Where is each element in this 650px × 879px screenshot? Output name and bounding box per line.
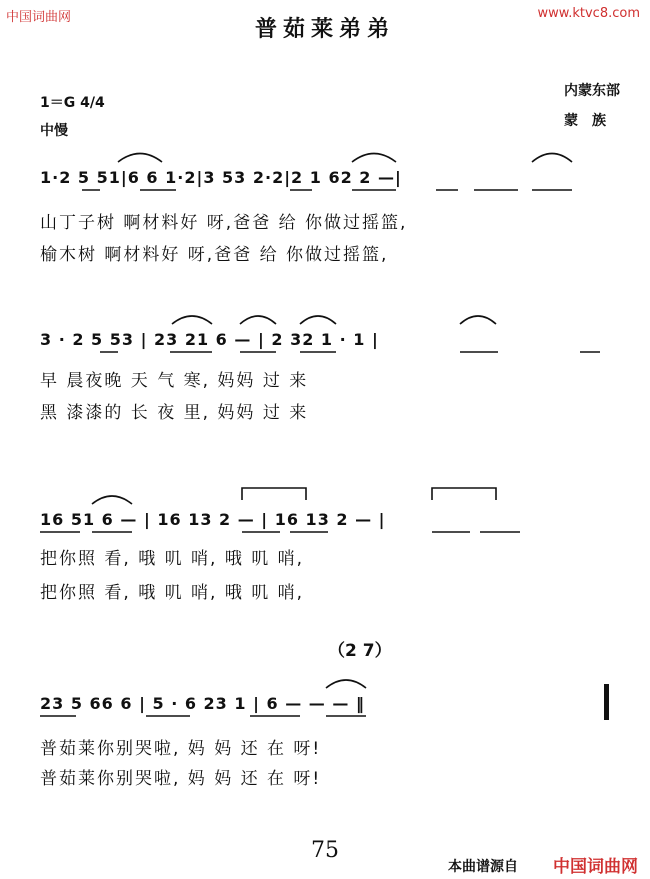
score-row-2-notes: 3 · 2 5 53 | 23 21 6 — | 2 32 1 · 1 | bbox=[40, 330, 379, 349]
tempo-marking: 中慢 bbox=[40, 123, 68, 139]
score-row-1-notes: 1·2 5 51|6 6 1·2|3 53 2·2|2 1 62 2 —| bbox=[40, 168, 402, 187]
slur-mark bbox=[432, 488, 496, 500]
slur-mark bbox=[532, 154, 572, 163]
origin-ethnicity: 蒙族 bbox=[564, 113, 620, 129]
score-row-1-lyric-verse1: 山丁子树 啊材料好 呀,爸爸 给 你做过摇篮, bbox=[40, 213, 408, 233]
final-barline bbox=[604, 684, 609, 720]
song-title: 普茹莱弟弟 bbox=[254, 17, 395, 42]
score-row-4-parenthetical: （2 7） bbox=[328, 641, 392, 661]
watermark-left: 中国词曲网 bbox=[6, 10, 72, 25]
score-row-2-lyric-verse1: 早 晨夜晚 天 气 寒, 妈妈 过 来 bbox=[40, 371, 309, 391]
watermark-right: www.ktvc8.com bbox=[537, 6, 640, 21]
key-signature: 1＝G 4/4 bbox=[40, 95, 105, 111]
slur-mark bbox=[460, 316, 496, 324]
score-row-4-lyric-verse2: 普茹莱你别哭啦, 妈 妈 还 在 呀! bbox=[40, 769, 322, 789]
origin-region: 内蒙东部 bbox=[564, 83, 620, 99]
score-row-2-lyric-verse2: 黑 漆漆的 长 夜 里, 妈妈 过 来 bbox=[40, 403, 309, 423]
footer-site-name: 中国词曲网 bbox=[553, 857, 638, 877]
score-row-3-lyric-verse2: 把你照 看, 哦 叽 哨, 哦 叽 哨, bbox=[40, 583, 305, 603]
slur-mark bbox=[92, 496, 132, 504]
slur-mark bbox=[326, 680, 366, 688]
slur-mark bbox=[300, 316, 336, 324]
slur-mark bbox=[352, 154, 396, 163]
slur-mark bbox=[242, 488, 306, 500]
slur-mark bbox=[240, 316, 276, 324]
score-row-3-notes: 16 51 6 — | 16 13 2 — | 16 13 2 — | bbox=[40, 510, 386, 529]
footer-source-label: 本曲谱源自 bbox=[448, 859, 518, 875]
slur-mark bbox=[172, 316, 212, 324]
score-row-1-lyric-verse2: 榆木树 啊材料好 呀,爸爸 给 你做过摇篮, bbox=[40, 245, 389, 265]
score-row-4-lyric-verse1: 普茹莱你别哭啦, 妈 妈 还 在 呀! bbox=[40, 739, 322, 759]
score-row-4-notes: 23 5 66 6 | 5 · 6 23 1 | 6 — — — ‖ bbox=[40, 694, 365, 713]
slur-mark bbox=[118, 154, 162, 163]
score-row-3-lyric-verse1: 把你照 看, 哦 叽 哨, 哦 叽 哨, bbox=[40, 549, 305, 569]
page-number: 75 bbox=[311, 838, 339, 863]
